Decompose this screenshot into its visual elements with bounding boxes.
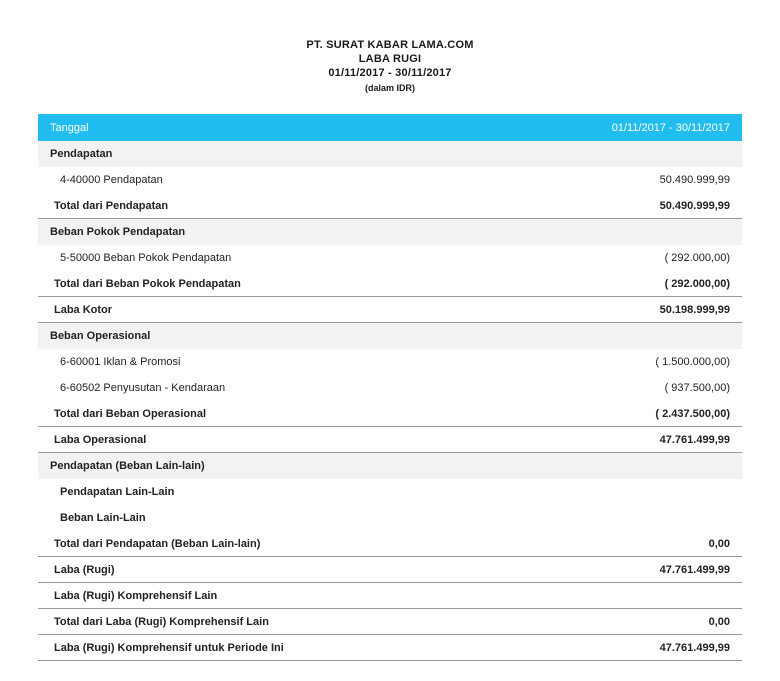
row-label: 4-40000 Pendapatan — [38, 167, 538, 193]
table-row[interactable] — [38, 349, 742, 375]
table-row[interactable] — [38, 505, 742, 531]
table-row[interactable] — [38, 167, 742, 193]
row-amount: 0,00 — [538, 609, 742, 635]
row-label: Total dari Beban Pokok Pendapatan — [38, 271, 538, 297]
table-row[interactable] — [38, 375, 742, 401]
row-amount: 50.490.999,99 — [538, 167, 742, 193]
row-label: Pendapatan (Beban Lain-lain) — [38, 453, 538, 479]
row-amount: 50.490.999,99 — [538, 193, 742, 219]
row-amount — [538, 479, 742, 505]
row-amount — [538, 219, 742, 245]
table-row[interactable] — [38, 479, 742, 505]
row-amount: ( 937.500,00) — [538, 375, 742, 401]
row-label: Laba (Rugi) Komprehensif Lain — [38, 583, 538, 609]
table-row[interactable] — [38, 557, 742, 583]
row-label: Pendapatan — [38, 141, 538, 167]
company-name: PT. SURAT KABAR LAMA.COM — [306, 39, 474, 51]
row-label: Beban Lain-Lain — [38, 505, 538, 531]
table-row[interactable] — [38, 141, 742, 167]
table-row[interactable] — [38, 245, 742, 271]
table-header-row — [38, 114, 742, 141]
row-label: Pendapatan Lain-Lain — [38, 479, 538, 505]
table-row[interactable] — [38, 609, 742, 635]
row-label: Laba (Rugi) Komprehensif untuk Periode Ini — [38, 635, 538, 661]
row-label: Laba Operasional — [38, 427, 538, 453]
row-amount — [538, 505, 742, 531]
row-label: Laba Kotor — [38, 297, 538, 323]
row-label: 6-60502 Penyusutan - Kendaraan — [38, 375, 538, 401]
table-row[interactable] — [38, 219, 742, 245]
row-amount: 0,00 — [538, 531, 742, 557]
table-row[interactable] — [38, 453, 742, 479]
table-row[interactable] — [38, 297, 742, 323]
row-label: Total dari Laba (Rugi) Komprehensif Lain — [38, 609, 538, 635]
row-label: 5-50000 Beban Pokok Pendapatan — [38, 245, 538, 271]
row-label: Beban Pokok Pendapatan — [38, 219, 538, 245]
row-amount — [538, 583, 742, 609]
row-amount — [538, 453, 742, 479]
table-row[interactable] — [38, 271, 742, 297]
row-amount — [538, 141, 742, 167]
report-title: LABA RUGI — [358, 53, 422, 65]
row-amount: ( 2.437.500,00) — [538, 401, 742, 427]
table-row[interactable] — [38, 193, 742, 219]
table-body — [38, 141, 742, 661]
row-label: Total dari Pendapatan (Beban Lain-lain) — [38, 531, 538, 557]
table-row[interactable] — [38, 323, 742, 349]
table-head — [38, 114, 742, 141]
report-header — [38, 0, 742, 95]
row-amount: 47.761.499,99 — [538, 635, 742, 661]
report-period: 01/11/2017 - 30/11/2017 — [328, 67, 452, 79]
row-amount: 47.761.499,99 — [538, 557, 742, 583]
table-row[interactable] — [38, 583, 742, 609]
table-row[interactable] — [38, 427, 742, 453]
row-amount: 47.761.499,99 — [538, 427, 742, 453]
row-amount: ( 292.000,00) — [538, 245, 742, 271]
table-row[interactable] — [38, 635, 742, 661]
column-header-label[interactable]: Tanggal — [38, 114, 538, 141]
row-label: Total dari Beban Operasional — [38, 401, 538, 427]
table-row[interactable] — [38, 531, 742, 557]
row-amount: 50.198.999,99 — [538, 297, 742, 323]
row-label: Total dari Pendapatan — [38, 193, 538, 219]
column-header-amount[interactable]: 01/11/2017 - 30/11/2017 — [538, 114, 742, 141]
table-row[interactable] — [38, 401, 742, 427]
row-amount — [538, 323, 742, 349]
row-amount: ( 292.000,00) — [538, 271, 742, 297]
row-amount: ( 1.500.000,00) — [538, 349, 742, 375]
currency-note: (dalam IDR) — [364, 83, 415, 93]
row-label: 6-60001 Iklan & Promosi — [38, 349, 538, 375]
row-label: Laba (Rugi) — [38, 557, 538, 583]
row-label: Beban Operasional — [38, 323, 538, 349]
profit-loss-table — [38, 114, 742, 661]
